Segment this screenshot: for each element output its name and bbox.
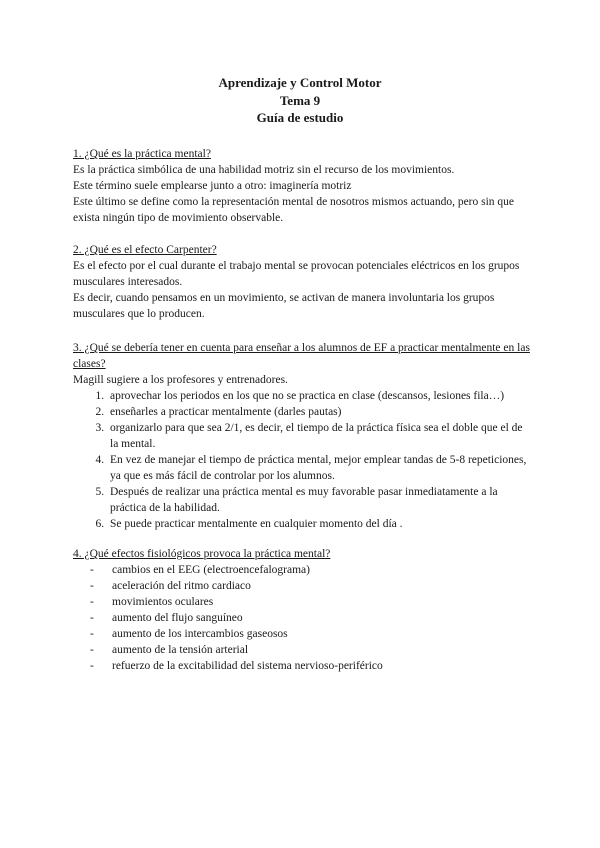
section-4 bbox=[73, 546, 533, 674]
list-item-text: refuerzo de la excitabilidad del sistema nervioso-periférico bbox=[112, 660, 383, 672]
list-item-text: aumento de la tensión arterial bbox=[112, 644, 249, 656]
list-item bbox=[90, 642, 533, 658]
dash-bullet-icon: - bbox=[90, 612, 94, 624]
list-item bbox=[90, 594, 533, 610]
question-2-heading: 2. ¿Qué es el efecto Carpenter? bbox=[73, 244, 217, 256]
dash-bullet-icon: - bbox=[90, 644, 94, 656]
dash-bullet-icon: - bbox=[90, 580, 94, 592]
list-item bbox=[90, 658, 533, 674]
section-2-paragraph: Es decir, cuando pensamos en un movimiento, se activan de manera involuntaria los grupos musculares que lo producen. bbox=[73, 292, 495, 320]
list-item: 2. enseñarles a practicar mentalmente (darles pautas) bbox=[107, 404, 533, 420]
list-item: 6. Se puede practicar mentalmente en cualquier momento del día . bbox=[107, 516, 533, 532]
list-item: 5. Después de realizar una práctica mental es muy favorable pasar inmediatamente a la práctica de la habilidad. bbox=[107, 484, 533, 516]
list-item-text: aceleración del ritmo cardiaco bbox=[112, 580, 251, 592]
document-subtitle: Tema 9 bbox=[279, 92, 321, 108]
list-item bbox=[90, 562, 533, 578]
question-4-heading: 4. ¿Qué efectos fisiológicos provoca la práctica mental? bbox=[73, 548, 331, 560]
list-item: 4. En vez de manejar el tiempo de práctica mental, mejor emplear tandas de 5-8 repeticiones, ya que es más fácil de controlar por los alumnos. bbox=[107, 452, 533, 484]
dash-bullet-icon: - bbox=[90, 628, 94, 640]
question-1-heading: 1. ¿Qué es la práctica mental? bbox=[73, 148, 211, 160]
section-1 bbox=[73, 146, 533, 226]
dash-list bbox=[73, 562, 533, 674]
section-1-paragraph: Este término suele emplearse junto a otro: imaginería motriz bbox=[73, 180, 352, 192]
section-1-paragraph: Es la práctica simbólica de una habilidad motriz sin el recurso de los movimientos. bbox=[73, 164, 455, 176]
list-item-text: aumento de los intercambios gaseosos bbox=[112, 628, 288, 640]
section-1-paragraph: Este último se define como la representación mental de nosotros mismos actuando, pero sin que exista ningún tipo de movimiento observable. bbox=[73, 196, 515, 224]
dash-bullet-icon: - bbox=[90, 564, 94, 576]
numbered-list bbox=[73, 388, 533, 532]
document-header bbox=[0, 74, 600, 127]
section-3-intro: Magill sugiere a los profesores y entrenadores. bbox=[73, 374, 288, 386]
document-title: Aprendizaje y Control Motor bbox=[218, 75, 382, 90]
list-item: 1. aprovechar los periodos en los que no se practica en clase (descansos, lesiones fila…) bbox=[107, 388, 533, 404]
list-item bbox=[90, 578, 533, 594]
section-2-paragraph: Es el efecto por el cual durante el trabajo mental se provocan potenciales eléctricos en los grupos musculares interesados. bbox=[73, 260, 520, 288]
list-item bbox=[90, 626, 533, 642]
document-subtitle-2: Guía de estudio bbox=[256, 110, 344, 125]
dash-bullet-icon: - bbox=[90, 596, 94, 608]
list-item bbox=[90, 610, 533, 626]
list-item-text: cambios en el EEG (electroencefalograma) bbox=[112, 564, 310, 576]
list-item-text: aumento del flujo sanguíneo bbox=[112, 612, 243, 624]
dash-bullet-icon: - bbox=[90, 660, 94, 672]
question-3-heading: 3. ¿Qué se debería tener en cuenta para enseñar a los alumnos de EF a practicar mentalmente en las clases? bbox=[73, 342, 530, 370]
list-item: 3. organizarlo para que sea 2/1, es decir, el tiempo de la práctica física sea el doble que el de la mental. bbox=[107, 420, 533, 452]
list-item-text: movimientos oculares bbox=[112, 596, 214, 608]
section-2 bbox=[73, 242, 533, 322]
section-3 bbox=[73, 340, 533, 532]
